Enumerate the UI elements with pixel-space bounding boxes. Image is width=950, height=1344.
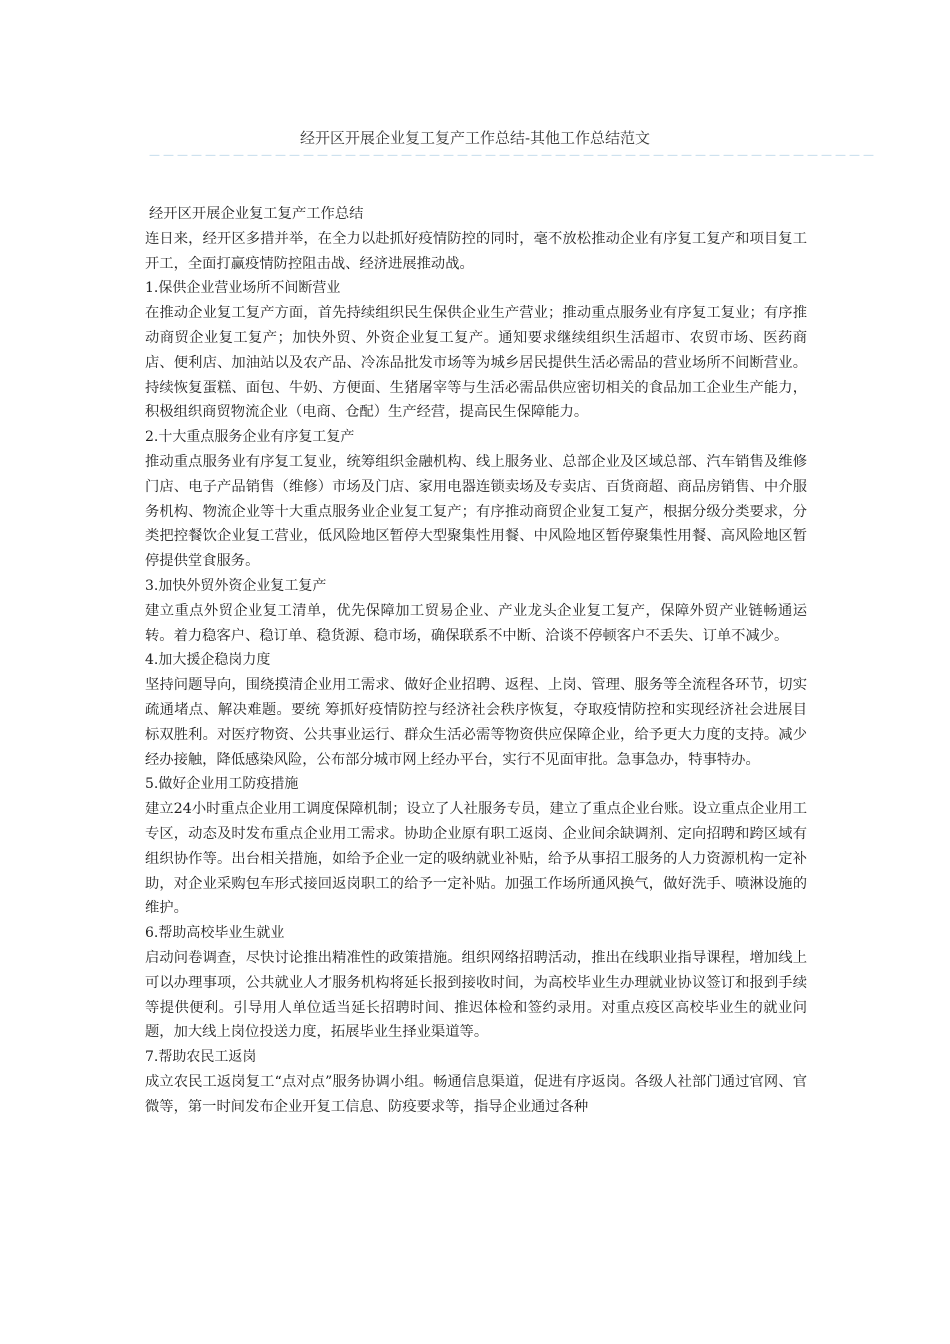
section-heading-1: 1.保供企业营业场所不间断营业 [145,280,341,297]
document-body [145,202,807,1119]
section-heading-2: 2.十大重点服务企业有序复工复产 [145,429,355,446]
section-heading-4: 4.加大援企稳岗力度 [145,652,271,669]
section-heading-7: 7.帮助农民工返岗 [145,1049,257,1066]
section-text-5: 建立24小时重点企业用工调度保障机制；设立了人社服务专员，建立了重点企业台账。设立重点企业用工专区，动态及时发布重点企业用工需求。协助企业原有职工返岗、企业间余缺调剂、定向招聘和跨区域有组织协作等。出台相关措施，如给予企业一定的吸纳就业补贴，给予从事招工服务的人力资源机构一定补助，对企业采购包车形式接回返岗职工的给予一定补贴。加强工作场所通风换气，做好洗手、喷淋设施的维护。 [145,801,807,917]
section-text-4: 坚持问题导向，围绕摸清企业用工需求、做好企业招聘、返程、上岗、管理、服务等全流程各环节，切实疏通堵点、解决难题。要统 筹抓好疫情防控与经济社会秩序恢复，夺取疫情防控和实现经济社会进展目标双胜利。对医疗物资、公共事业运行、群众生活必需等物资供应保障企业，给予更大力度的支持。减少经办接触，降低感染风险，公布部分城市网上经办平台，实行不见面审批。急事急办，特事特办。 [145,677,807,768]
document-subtitle: 经开区开展企业复工复产工作总结 [149,206,364,222]
section-text-1: 在推动企业复工复产方面，首先持续组织民生保供企业生产营业；推动重点服务业有序复工复业；有序推动商贸企业复工复产；加快外贸、外资企业复工复产。通知要求继续组织生活超市、农贸市场、医药商店、便利店、加油站以及农产品、冷冻品批发市场等为城乡居民提供生活必需品的营业场所不间断营业。持续恢复蛋糕、面包、牛奶、方便面、生猪屠宰等与生活必需品供应密切相关的食品加工企业生产能力，积极组织商贸物流企业（电商、仓配）生产经营，提高民生保障能力。 [145,305,807,421]
section-text-6: 启动问卷调查，尽快讨论推出精准性的政策措施。组织网络招聘活动，推出在线职业指导课程，增加线上可以办理事项，公共就业人才服务机构将延长报到接收时间，为高校毕业生办理就业协议签订和报到手续等提供便利。引导用人单位适当延长招聘时间、推迟体检和签约录用。对重点疫区高校毕业生的就业问题，加大线上岗位投送力度，拓展毕业生择业渠道等。 [145,949,807,1041]
section-heading-6: 6.帮助高校毕业生就业 [145,925,285,942]
section-heading-3: 3.加快外贸外资企业复工复产 [145,577,327,594]
section-heading-5: 5.做好企业用工防疫措施 [145,776,299,793]
document-title: 经开区开展企业复工复产工作总结-其他工作总结范文 [299,129,651,147]
section-text-2: 推动重点服务业有序复工复业，统筹组织金融机构、线上服务业、总部企业及区域总部、汽车销售及维修门店、电子产品销售（维修）市场及门店、家用电器连锁卖场及专卖店、百货商超、商品房销售、中介服务机构、物流企业等十大重点服务业企业复工复产；有序推动商贸企业复工复产，根据分级分类要求，分类把控餐饮企业复工营业，低风险地区暂停大型聚集性用餐、中风险地区暂停聚集性用餐、高风险地区暂停提供堂食服务。 [145,453,807,570]
intro-paragraph: 连日来，经开区多措并举，在全力以赴抓好疫情防控的同时，毫不放松推动企业有序复工复产和项目复工开工，全面打赢疫情防控阻击战、经济进展推动战。 [145,230,807,272]
title-divider: －－－－－－－－－－－－－－－－－－－－－－－－－－－－－－－－－－－－－－－－－－－－－－－－－－－－ [148,149,877,164]
section-text-3: 建立重点外贸企业复工清单，优先保障加工贸易企业、产业龙头企业复工复产，保障外贸产业链畅通运转。着力稳客户、稳订单、稳货源、稳市场，确保联系不中断、洽谈不停顿客户不丢失、订单不减少。 [145,602,807,644]
section-text-7: 成立农民工返岗复工“点对点”服务协调小组。畅通信息渠道，促进有序返岗。各级人社部门通过官网、官微等，第一时间发布企业开复工信息、防疫要求等，指导企业通过各种 [145,1073,807,1115]
